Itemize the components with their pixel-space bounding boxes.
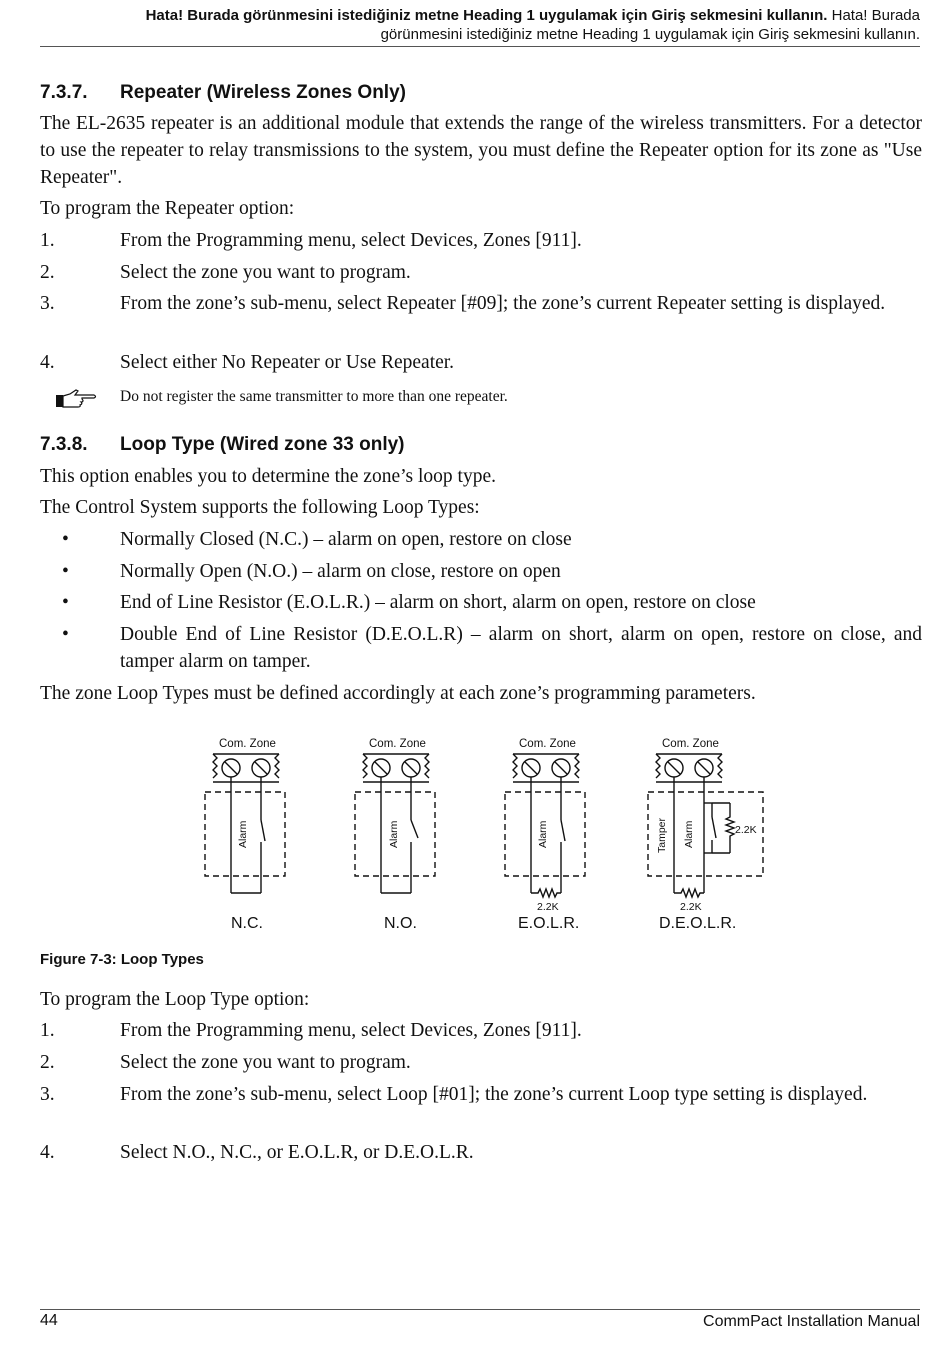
bullet-dot: •	[62, 529, 69, 550]
bullet-text: Normally Open (N.O.) – alarm on close, restore on open	[120, 561, 561, 582]
bullet-text: Double End of Line Resistor (D.E.O.L.R) – alarm on short, alarm on open, restore on close, and tamper alarm on tamper.	[120, 624, 922, 672]
note-text: Do not register the same transmitter to more than one repeater.	[120, 388, 508, 405]
bullet-text: End of Line Resistor (E.O.L.R.) – alarm on short, alarm on open, restore on close	[120, 592, 756, 613]
loop-intro-2: The Control System supports the following Loop Types:	[40, 497, 480, 518]
terminal-label: Com. Zone	[219, 738, 276, 750]
section-title: Repeater (Wireless Zones Only)	[120, 82, 406, 103]
step-number: 3.	[40, 1084, 55, 1105]
loop-type-label: N.C.	[231, 915, 263, 932]
note	[40, 386, 922, 408]
resistor-label: 2.2K	[680, 901, 702, 913]
repeater-intro: The EL-2635 repeater is an additional module that extends the range of the wireless transmitters. For a detector to use the repeater to relay transmissions to the system, you must define the Repeater option for its zone as "Use Repeater".	[40, 113, 922, 188]
section-heading-loop-type	[40, 433, 405, 457]
bullet-dot: •	[62, 592, 69, 613]
tamper-label: Tamper	[656, 817, 668, 853]
step-text: From the Programming menu, select Devices, Zones [911].	[120, 1020, 582, 1041]
loop-type-label: N.O.	[384, 915, 417, 932]
section-title: Loop Type (Wired zone 33 only)	[120, 434, 405, 455]
loop-after: The zone Loop Types must be defined accordingly at each zone’s programming parameters.	[40, 683, 756, 704]
step-text: Select N.O., N.C., or E.O.L.R, or D.E.O.L.R.	[120, 1142, 474, 1163]
loop-step	[40, 1049, 922, 1076]
header-line1-bold: Hata! Burada görünmesini istediğiniz metne Heading 1 uygulamak için Giriş sekmesini kullanın.	[145, 7, 828, 24]
page-number: 44	[40, 1312, 58, 1329]
repeater-step	[40, 227, 922, 254]
alarm-label: Alarm	[537, 820, 549, 848]
page-footer	[40, 1309, 920, 1330]
loop-type-label: E.O.L.R.	[518, 915, 580, 932]
loop-step	[40, 1017, 922, 1044]
bullet-item	[40, 621, 922, 675]
bullet-dot: •	[62, 561, 69, 582]
step-number: 1.	[40, 1020, 55, 1041]
pointing-hand-icon	[54, 386, 98, 417]
step-text: From the zone’s sub-menu, select Repeater [#09]; the zone’s current Repeater setting is displayed.	[120, 293, 886, 314]
loop-step	[40, 1139, 922, 1166]
header-line1-normal: Hata! Burada	[827, 7, 920, 24]
bullet-item	[40, 558, 922, 585]
section-heading-repeater	[40, 81, 406, 105]
step-number: 2.	[40, 262, 55, 283]
step-text: Select the zone you want to program.	[120, 1052, 411, 1073]
section-number: 7.3.7.	[40, 82, 88, 103]
terminal-label: Com. Zone	[369, 738, 426, 750]
bullet-text: Normally Closed (N.C.) – alarm on open, restore on close	[120, 529, 572, 550]
step-number: 4.	[40, 352, 55, 373]
step-text: Select the zone you want to program.	[120, 262, 411, 283]
resistor-label: 2.2K	[537, 901, 559, 913]
alarm-label: Alarm	[683, 820, 695, 848]
terminal-label: Com. Zone	[662, 738, 719, 750]
figure-caption: Figure 7-3: Loop Types	[40, 951, 204, 968]
repeater-step	[40, 259, 922, 286]
alarm-label: Alarm	[388, 820, 400, 848]
repeater-step	[40, 349, 922, 376]
repeater-lead: To program the Repeater option:	[40, 198, 295, 219]
step-text: Select either No Repeater or Use Repeater.	[120, 352, 455, 373]
loop-lead: To program the Loop Type option:	[40, 989, 310, 1010]
alarm-label: Alarm	[237, 820, 249, 848]
manual-title: CommPact Installation Manual	[703, 1313, 920, 1330]
loop-type-label: D.E.O.L.R.	[659, 915, 737, 932]
bullet-item	[40, 589, 922, 616]
loop-step	[40, 1081, 922, 1108]
step-text: From the Programming menu, select Devices, Zones [911].	[120, 230, 582, 251]
bullet-item	[40, 526, 922, 553]
page-header	[40, 6, 920, 47]
loop-types-figure	[0, 725, 950, 940]
section-number: 7.3.8.	[40, 434, 88, 455]
step-number: 1.	[40, 230, 55, 251]
step-text: From the zone’s sub-menu, select Loop [#01]; the zone’s current Loop type setting is displayed.	[120, 1084, 868, 1105]
loop-intro-1: This option enables you to determine the zone’s loop type.	[40, 466, 496, 487]
resistor-label: 2.2K	[735, 824, 757, 836]
step-number: 4.	[40, 1142, 55, 1163]
terminal-label: Com. Zone	[519, 738, 576, 750]
bullet-dot: •	[62, 624, 69, 645]
repeater-step	[40, 290, 922, 317]
header-line2: görünmesini istediğiniz metne Heading 1 uygulamak için Giriş sekmesini kullanın.	[380, 26, 920, 43]
step-number: 3.	[40, 293, 55, 314]
step-number: 2.	[40, 1052, 55, 1073]
